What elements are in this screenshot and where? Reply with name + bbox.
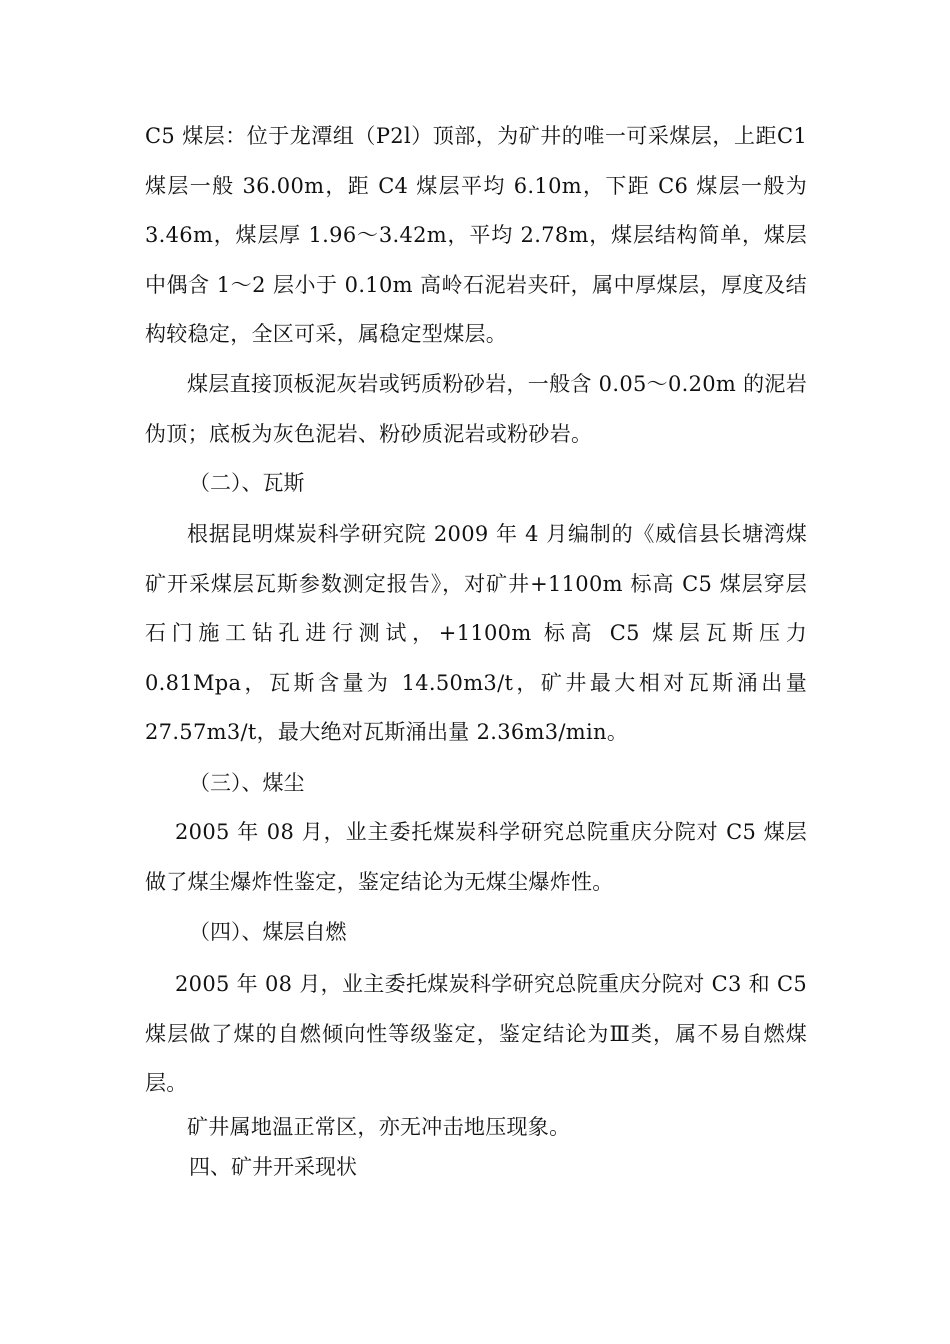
heading-spontaneous-combustion: （四）、煤层自燃	[189, 920, 347, 944]
paragraph-spontaneous-combustion: 2005 年 08 月，业主委托煤炭科学研究总院重庆分院对 C3 和 C5 煤层做了煤的自燃倾向性等级鉴定，鉴定结论为Ⅲ类，属不易自燃煤层。	[145, 972, 807, 1095]
heading-gas: （二）、瓦斯	[189, 471, 305, 495]
paragraph-roof-floor: 煤层直接顶板泥灰岩或钙质粉砂岩，一般含 0.05～0.20m 的泥岩伪顶；底板为灰色泥岩、粉砂质泥岩或粉砂岩。	[145, 372, 807, 446]
paragraph-gas-test: 根据昆明煤炭科学研究院 2009 年 4 月编制的《威信县长塘湾煤矿开采煤层瓦斯参数测定报告》，对矿井+1100m 标高 C5 煤层穿层石门施工钻孔进行测试，+1100m 标高 C5 煤层瓦斯压力 0.81Mpa，瓦斯含量为 14.50m3/t，矿井最大相对瓦斯涌出量 27.57m3/t，最大绝对瓦斯涌出量 2.36m3/min。	[145, 522, 807, 744]
heading-mining-status: 四、矿井开采现状	[189, 1155, 357, 1179]
paragraph-c5-seam: C5 煤层：位于龙潭组（P2l）顶部，为矿井的唯一可采煤层，上距C1 煤层一般 36.00m，距 C4 煤层平均 6.10m，下距 C6 煤层一般为 3.46m，煤层厚 1.96～3.42m，平均 2.78m，煤层结构简单，煤层中偶含 1～2 层小于 0.10m 高岭石泥岩夹矸，属中厚煤层，厚度及结构较稳定，全区可采，属稳定型煤层。	[145, 124, 807, 346]
heading-coal-dust: （三）、煤尘	[189, 771, 305, 795]
paragraph-coal-dust: 2005 年 08 月，业主委托煤炭科学研究总院重庆分院对 C5 煤层做了煤尘爆炸性鉴定，鉴定结论为无煤尘爆炸性。	[145, 820, 807, 894]
paragraph-geothermal: 矿井属地温正常区，亦无冲击地压现象。	[187, 1115, 571, 1139]
